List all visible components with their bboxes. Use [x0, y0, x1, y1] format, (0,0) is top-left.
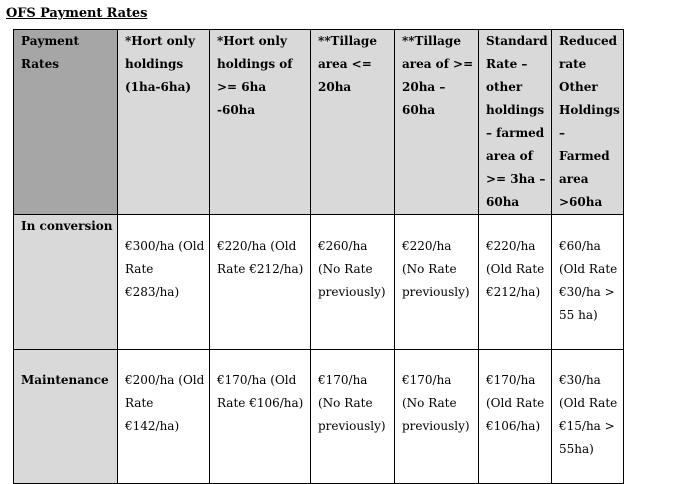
row-label: Maintenance: [21, 373, 109, 387]
row-label-cell: [14, 350, 118, 484]
table-cell: [311, 350, 395, 484]
rate-value: €170/ha (Old Rate €106/ha): [217, 373, 304, 410]
table-cell: [479, 350, 552, 484]
header-cell-payment-rates: [14, 30, 118, 215]
rate-value: €220/ha (Old Rate €212/ha): [217, 239, 304, 276]
header-label: **Tillage area of >= 20ha – 60ha: [402, 34, 474, 117]
header-cell-tillage-large: [395, 30, 479, 215]
header-label: *Hort only holdings (1ha-6ha): [125, 34, 195, 94]
table-cell: [395, 215, 479, 350]
table-row: [14, 215, 624, 350]
table-cell: [395, 350, 479, 484]
table-row: [14, 350, 624, 484]
table-cell: [479, 215, 552, 350]
rate-value: €30/ha (Old Rate €15/ha > 55ha): [559, 373, 618, 456]
table-cell: [210, 215, 311, 350]
rate-value: €220/ha (Old Rate €212/ha): [486, 239, 545, 299]
payment-rates-table: [13, 29, 624, 484]
table-header-row: [14, 30, 624, 215]
header-cell-hort-small: [118, 30, 210, 215]
header-cell-hort-large: [210, 30, 311, 215]
rate-value: €220/ha (No Rate previously): [402, 239, 470, 299]
row-label: In conversion: [21, 219, 113, 233]
header-label: Standard Rate – other holdings – farmed area of >= 3ha – 60ha: [486, 34, 548, 209]
header-cell-tillage-small: [311, 30, 395, 215]
rate-value: €300/ha (Old Rate €283/ha): [125, 239, 205, 299]
header-cell-standard-rate: [479, 30, 552, 215]
rate-value: €170/ha (No Rate previously): [318, 373, 386, 433]
document-title: OFS Payment Rates: [6, 6, 148, 21]
rate-value: €60/ha (Old Rate €30/ha > 55 ha): [559, 239, 618, 322]
table-cell: [118, 350, 210, 484]
rate-value: €170/ha (Old Rate €106/ha): [486, 373, 545, 433]
header-label: *Hort only holdings of >= 6ha -60ha: [217, 34, 293, 117]
header-label: Payment Rates: [21, 34, 80, 71]
row-label-cell: [14, 215, 118, 350]
table-cell: [311, 215, 395, 350]
header-label: **Tillage area <= 20ha: [318, 34, 377, 94]
rate-value: €200/ha (Old Rate €142/ha): [125, 373, 205, 433]
table-cell: [552, 350, 624, 484]
rate-value: €260/ha (No Rate previously): [318, 239, 386, 299]
table-cell: [552, 215, 624, 350]
header-label: Reduced rate Other Holdings – Farmed area >60ha: [559, 34, 620, 209]
header-cell-reduced-rate: [552, 30, 624, 215]
table-cell: [210, 350, 311, 484]
table-cell: [118, 215, 210, 350]
rate-value: €170/ha (No Rate previously): [402, 373, 470, 433]
